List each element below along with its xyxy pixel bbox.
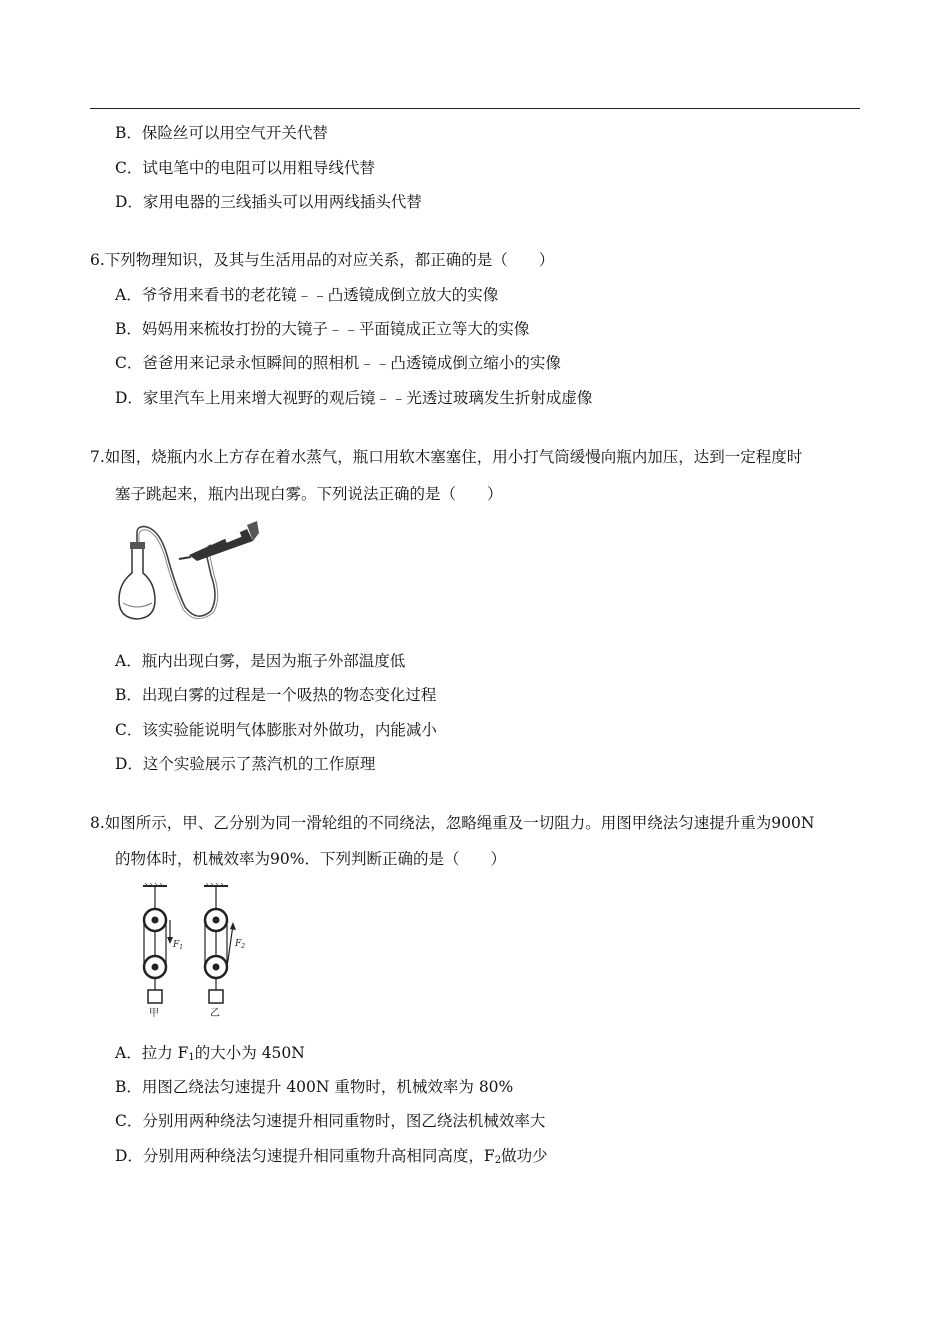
flask-icon xyxy=(119,547,155,619)
f2-sub: 2 xyxy=(241,943,246,950)
q8-option-a-pre: A．拉力 F xyxy=(115,1044,189,1062)
q8-option-a xyxy=(115,1043,305,1063)
q5-option-d: D．家用电器的三线插头可以用两线插头代替 xyxy=(115,193,422,211)
svg-text:F2 xyxy=(234,939,245,950)
q6-option-a: A．爷爷用来看书的老花镜﹣﹣凸透镜成倒立放大的实像 xyxy=(115,286,499,304)
f1-label: F xyxy=(173,940,180,950)
q7-option-c: C．该实验能说明气体膨胀对外做功，内能减小 xyxy=(115,721,437,739)
header-rule xyxy=(90,108,860,109)
svg-text:F1 xyxy=(172,940,183,951)
q7-stem-line2: 塞子跳起来，瓶内出现白雾。下列说法正确的是（ ） xyxy=(115,485,503,503)
q8-option-a-sub: 1 xyxy=(188,1052,195,1063)
label-yi: 乙 xyxy=(210,1008,220,1019)
f1-sub: 1 xyxy=(179,944,184,951)
q8-stem-line2: 的物体时，机械效率为90%．下列判断正确的是（ ） xyxy=(115,850,506,868)
q8-option-d-post: 做功少 xyxy=(501,1147,548,1165)
pulley-figure xyxy=(115,880,255,1020)
q7-option-b: B．出现白雾的过程是一个吸热的物态变化过程 xyxy=(115,686,437,704)
q6-option-c: C．爸爸用来记录永恒瞬间的照相机﹣﹣凸透镜成倒立缩小的实像 xyxy=(115,354,561,372)
q8-option-d xyxy=(115,1146,548,1166)
q6-stem: 6.下列物理知识，及其与生活用品的对应关系，都正确的是（ ） xyxy=(90,251,555,269)
q6-option-b: B．妈妈用来梳妆打扮的大镜子﹣﹣平面镜成正立等大的实像 xyxy=(115,320,530,338)
flask-pump-figure xyxy=(115,515,260,630)
cork-icon xyxy=(130,542,145,549)
q7-stem-line1: 7.如图，烧瓶内水上方存在着水蒸气，瓶口用软木塞塞住，用小打气筒缓慢向瓶内加压，达到一定程度时 xyxy=(90,448,803,466)
q8-stem-line1: 8.如图所示，甲、乙分别为同一滑轮组的不同绕法，忽略绳重及一切阻力。用图甲绕法匀速提升重为900N xyxy=(90,814,815,832)
tube-icon xyxy=(137,527,215,617)
q7-option-a: A．瓶内出现白雾，是因为瓶子外部温度低 xyxy=(115,652,406,670)
q5-option-c: C．试电笔中的电阻可以用粗导线代替 xyxy=(115,159,375,177)
q8-option-b: B．用图乙绕法匀速提升 400N 重物时，机械效率为 80% xyxy=(115,1078,514,1096)
q8-option-d-sub: 2 xyxy=(494,1155,502,1166)
q5-option-b: B．保险丝可以用空气开关代替 xyxy=(115,124,328,142)
q7-option-d: D．这个实验展示了蒸汽机的工作原理 xyxy=(115,755,376,773)
q6-option-d: D．家里汽车上用来增大视野的观后镜﹣﹣光透过玻璃发生折射成虚像 xyxy=(115,389,593,407)
q8-option-a-post: 的大小为 450N xyxy=(194,1044,305,1062)
label-jia: 甲 xyxy=(149,1008,159,1019)
pulley-system-left xyxy=(144,886,173,1003)
q8-option-d-pre: D．分别用两种绕法匀速提升相同重物升高相同高度，F xyxy=(115,1147,495,1165)
q8-option-c: C．分别用两种绕法匀速提升相同重物时，图乙绕法机械效率大 xyxy=(115,1112,546,1130)
pump-icon xyxy=(189,529,253,561)
pulley-system-right xyxy=(205,886,236,1003)
f2-label: F xyxy=(235,939,242,949)
